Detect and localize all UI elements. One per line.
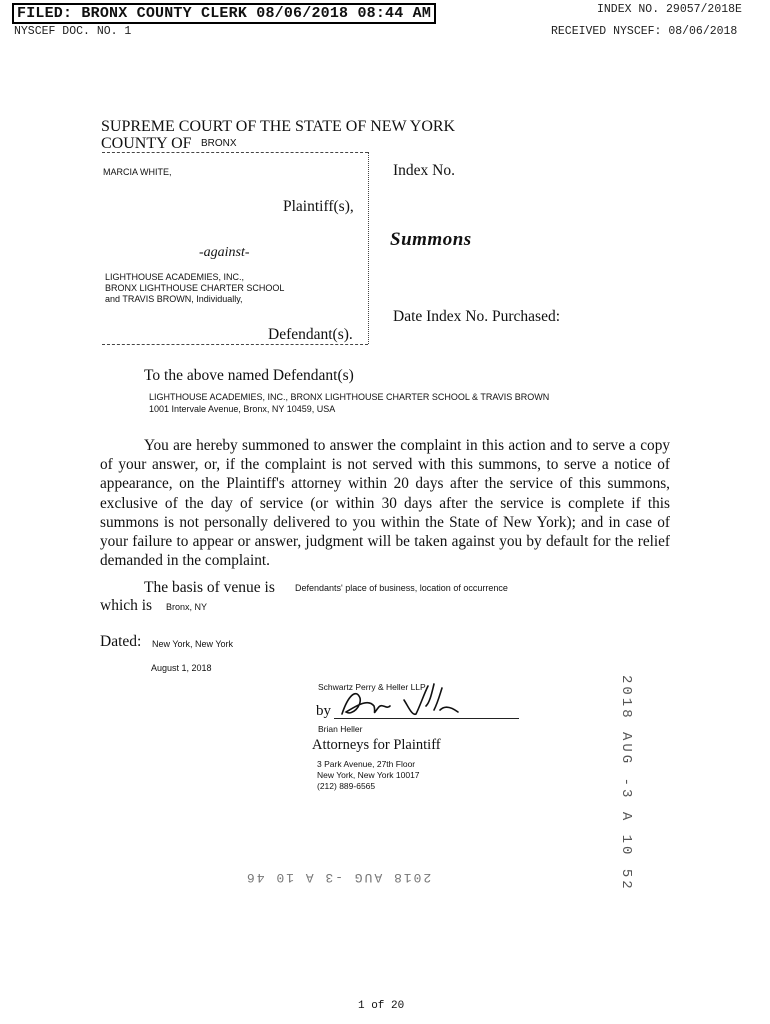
addressee-names: LIGHTHOUSE ACADEMIES, INC., BRONX LIGHTHOUSE CHARTER SCHOOL & TRAVIS BROWN bbox=[149, 392, 550, 402]
summons-body bbox=[100, 436, 670, 570]
signer-name: Brian Heller bbox=[318, 724, 363, 734]
date-purchased-label: Date Index No. Purchased: bbox=[393, 308, 561, 325]
venue-basis-value: Defendants' place of business, location of occurrence bbox=[295, 583, 508, 593]
venue-which-label: which is bbox=[100, 597, 153, 614]
page-number: 1 of 20 bbox=[358, 1000, 405, 1012]
clerk-time-stamp-side: 2018 AUG -3 A 10 52 bbox=[618, 675, 634, 892]
filed-stamp: FILED: BRONX COUNTY CLERK 08/06/2018 08:44 AM bbox=[12, 3, 436, 24]
summons-body-text: You are hereby summoned to answer the complaint in this action and to serve a copy of your answer, or, if the complaint is not served with this summons, to serve a notice of appearance, on the Plaintiff's attorney within 20 days after the service of this summons, exclusive of the day of service (or within 30 days after the service is complete if this summons is not personally delivered to you within the State of New York); and in case of your failure to appear or answer, judgment will be taken against you by default for the relief demanded in the complaint. bbox=[100, 437, 670, 570]
summons-title: Summons bbox=[390, 229, 472, 250]
attorney-address-1: 3 Park Avenue, 27th Floor bbox=[317, 759, 416, 769]
attorney-signature bbox=[334, 676, 464, 724]
index-no-label: Index No. bbox=[393, 162, 455, 179]
county-value: BRONX bbox=[201, 138, 237, 149]
defendant-line-1: LIGHTHOUSE ACADEMIES, INC., bbox=[105, 272, 245, 282]
caption-bottom-rule bbox=[102, 344, 368, 345]
dated-date: August 1, 2018 bbox=[151, 663, 212, 673]
index-number: INDEX NO. 29057/2018E bbox=[597, 3, 742, 16]
signature-line bbox=[334, 718, 519, 719]
county-label: COUNTY OF bbox=[101, 135, 192, 152]
plaintiff-role: Plaintiff(s), bbox=[283, 198, 354, 215]
nyscef-doc-number: NYSCEF DOC. NO. 1 bbox=[14, 25, 132, 38]
defendant-line-2: BRONX LIGHTHOUSE CHARTER SCHOOL bbox=[105, 283, 285, 293]
caption-divider bbox=[368, 152, 369, 344]
court-name: SUPREME COURT OF THE STATE OF NEW YORK bbox=[101, 118, 456, 135]
dated-label: Dated: bbox=[100, 633, 142, 650]
addressee-address: 1001 Intervale Avenue, Bronx, NY 10459, USA bbox=[149, 404, 336, 414]
attorney-address-2: New York, New York 10017 bbox=[317, 770, 420, 780]
venue-which-value: Bronx, NY bbox=[166, 602, 208, 612]
dated-place: New York, New York bbox=[152, 639, 234, 649]
caption-top-rule bbox=[102, 152, 368, 153]
against-label: -against- bbox=[199, 245, 250, 260]
plaintiff-name: MARCIA WHITE, bbox=[103, 167, 172, 177]
received-date: RECEIVED NYSCEF: 08/06/2018 bbox=[551, 25, 738, 38]
law-firm-name: Schwartz Perry & Heller LLP bbox=[318, 682, 426, 692]
by-label: by bbox=[316, 703, 331, 719]
addressee-label: To the above named Defendant(s) bbox=[144, 367, 354, 384]
defendant-line-3: and TRAVIS BROWN, Individually, bbox=[105, 294, 243, 304]
attorney-role: Attorneys for Plaintiff bbox=[312, 737, 441, 753]
attorney-phone: (212) 889-6565 bbox=[317, 781, 376, 791]
defendant-role: Defendant(s). bbox=[268, 326, 353, 343]
clerk-time-stamp-bottom: 2018 AUG -3 A 10 46 bbox=[245, 870, 432, 885]
venue-basis-label: The basis of venue is bbox=[144, 579, 275, 596]
